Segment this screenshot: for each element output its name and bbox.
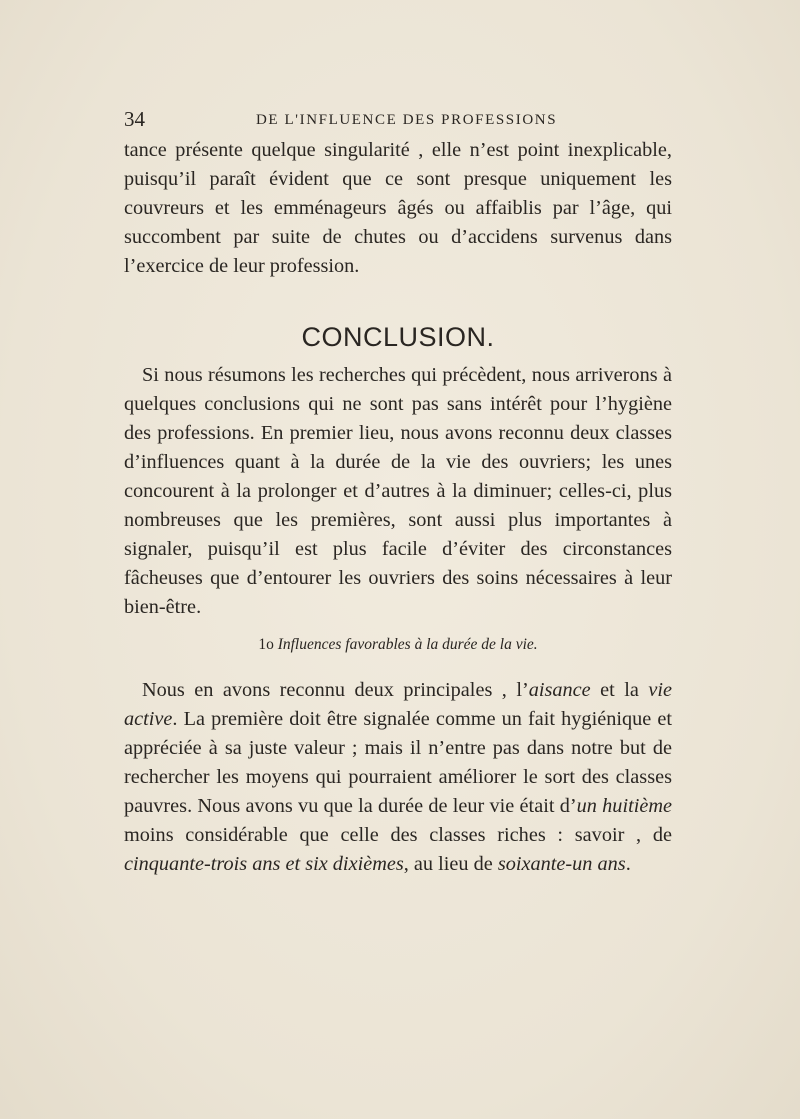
text-run: Nous en avons reconnu deux principales , l’ <box>142 679 529 701</box>
page-number: 34 <box>124 107 145 131</box>
subsection-number: 1o <box>258 636 274 653</box>
text-run: moins considérable que celle des classes riches : savoir , de <box>124 824 672 846</box>
paragraph-final <box>124 676 672 879</box>
emphasis-un-huitieme: un huitième <box>576 795 673 817</box>
emphasis-cinquante-trois: cinquante-trois ans et six dixièmes <box>124 853 404 875</box>
paragraph-conclusion: Si nous résumons les recherches qui précèdent, nous arriverons à quelques conclusions qui ne sont pas sans intérêt pour l’hygiène des professions. En premier lieu, nous avons reconnu deux classes d’influences quant à la durée de la vie des ouvriers; les unes concourent à la prolonger et d’autres à la diminuer; celles-ci, plus nombreuses que les premières, sont aussi plus importantes à signaler, puisqu’il est plus facile d’éviter des circonstances fâcheuses que d’entourer les ouvriers des soins nécessaires à leur bien-être. <box>124 364 672 618</box>
section-title: CONCLUSION. <box>301 322 495 352</box>
emphasis-soixante-un: soixante-un ans <box>497 853 626 875</box>
text-run: , au lieu de <box>403 853 498 875</box>
emphasis-aisance: aisance <box>528 679 591 701</box>
running-title: DE L'INFLUENCE DES PROFESSIONS <box>256 112 558 128</box>
subsection-title: Influences favorables à la durée de la vie. <box>277 636 538 653</box>
subsection-heading <box>124 635 672 655</box>
running-head <box>124 108 672 130</box>
text-run: et la <box>590 679 649 701</box>
text-run: . <box>625 853 631 875</box>
paragraph-intro: tance présente quelque singularité , elle n’est point inexplicable, puisqu’il paraît évident que ce sont presque uniquement les couvreurs et les emménageurs âgés ou affaiblis par l’âge, qui succombent par suite de chutes ou d’accidens survenus dans l’exercice de leur profession. <box>124 139 672 277</box>
text-run: . La première doit être signalée comme un fait hygiénique et appréciée à sa juste valeur ; mais il n’entre pas dans notre but de rechercher les moyens qui pourraient améliorer le sort des classes pauvres. Nous avons vu que la durée de leur vie était d’ <box>124 708 672 817</box>
emphasis-vie-active: vie active <box>124 679 673 730</box>
